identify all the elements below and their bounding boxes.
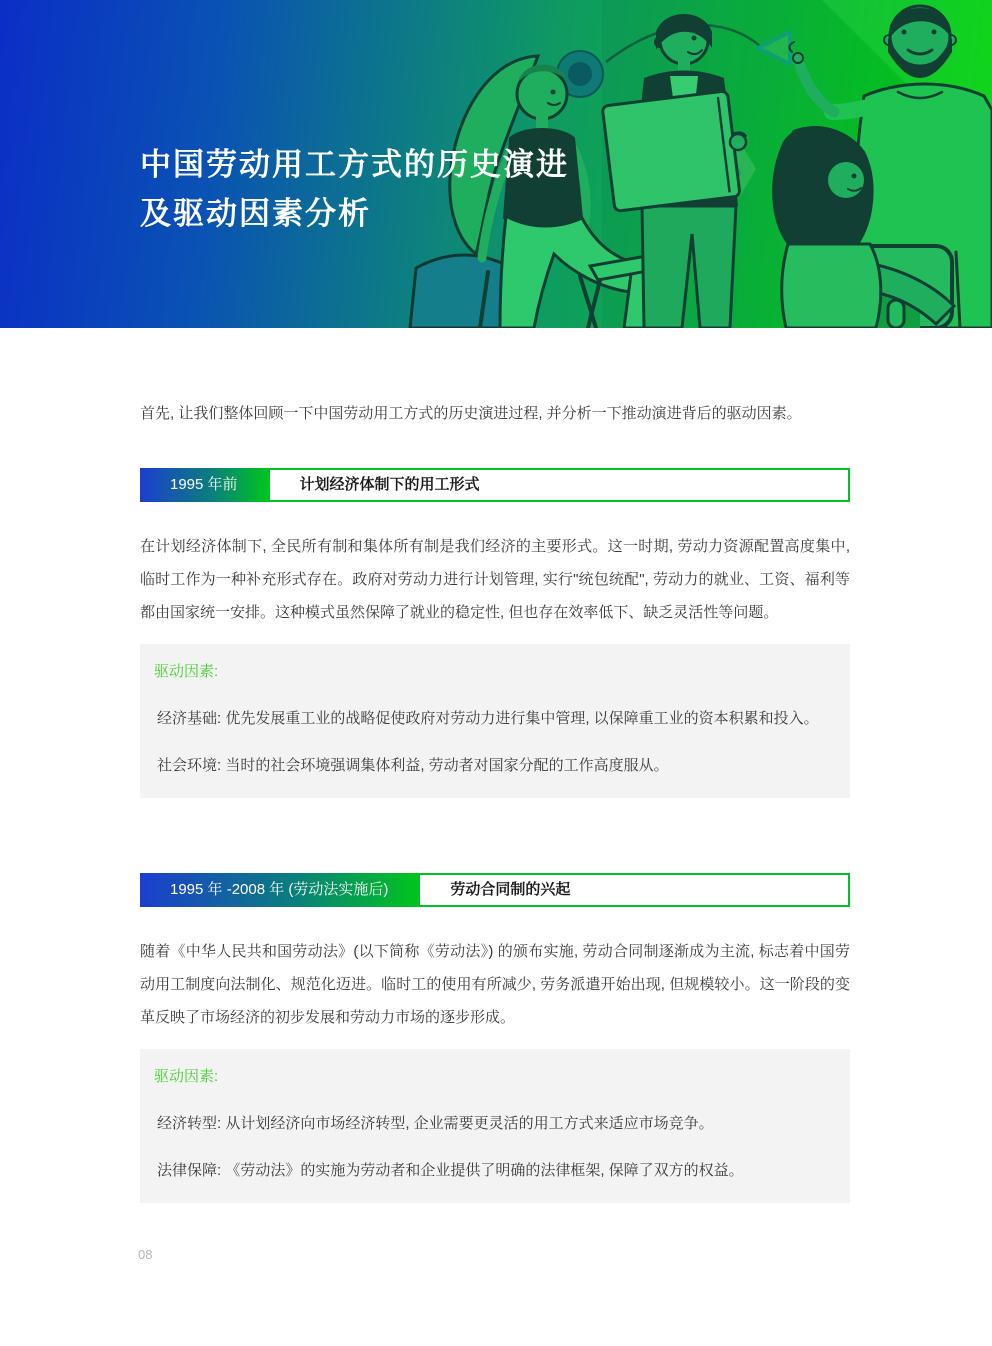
driver-item: 经济基础: 优先发展重工业的战略促使政府对劳动力进行集中管理, 以保障重工业的资本积累和投入。 [157, 710, 819, 727]
period-badge: 1995 年前 [140, 468, 268, 502]
driver-item: 社会环境: 当时的社会环境强调集体利益, 劳动者对国家分配的工作高度服从。 [157, 757, 669, 774]
drivers-panel-2 [140, 1049, 850, 1203]
driver-item: 经济转型: 从计划经济向市场经济转型, 企业需要更灵活的用工方式来适应市场竞争。 [157, 1115, 714, 1132]
page-number: 08 [138, 1247, 153, 1262]
intro-paragraph: 首先, 让我们整体回顾一下中国劳动用工方式的历史演进过程, 并分析一下推动演进背后的驱动因素。 [140, 405, 802, 422]
timeline-section-2-header [140, 873, 850, 907]
period-badge: 1995 年 -2008 年 (劳动法实施后) [140, 873, 418, 907]
page-title-line2: 及驱动因素分析 [140, 196, 371, 231]
driver-item: 法律保障: 《劳动法》的实施为劳动者和企业提供了明确的法律框架, 保障了双方的权益。 [157, 1162, 744, 1179]
page-title-line1: 中国劳动用工方式的历史演进 [140, 147, 569, 182]
drivers-label: 驱动因素: [154, 663, 219, 680]
section-title-box [268, 468, 850, 502]
timeline-section-1-header [140, 468, 850, 502]
section-2-paragraph: 随着《中华人民共和国劳动法》(以下简称《劳动法》) 的颁布实施, 劳动合同制逐渐成为主流, 标志着中国劳动用工制度向法制化、规范化迈进。临时工的使用有所减少, 劳务派遣开始出现, 但规模较小。这一阶段的变革反映了市场经济的初步发展和劳动力市场的逐步形成。 [140, 943, 850, 1026]
section-title: 劳动合同制的兴起 [450, 881, 571, 898]
section-1-paragraph: 在计划经济体制下, 全民所有制和集体所有制是我们经济的主要形式。这一时期, 劳动力资源配置高度集中, 临时工作为一种补充形式存在。政府对劳动力进行计划管理, 实行"统包统配", 劳动力的就业、工资、福利等都由国家统一安排。这种模式虽然保障了就业的稳定性, 但也存在效率低下、缺乏灵活性等问题。 [140, 538, 850, 621]
header-banner [0, 0, 992, 328]
section-title: 计划经济体制下的用工形式 [299, 476, 480, 493]
drivers-panel-1 [140, 644, 850, 798]
section-title-box [418, 873, 850, 907]
content-column [140, 404, 850, 1203]
page-title [140, 140, 569, 238]
drivers-label: 驱动因素: [154, 1068, 219, 1085]
